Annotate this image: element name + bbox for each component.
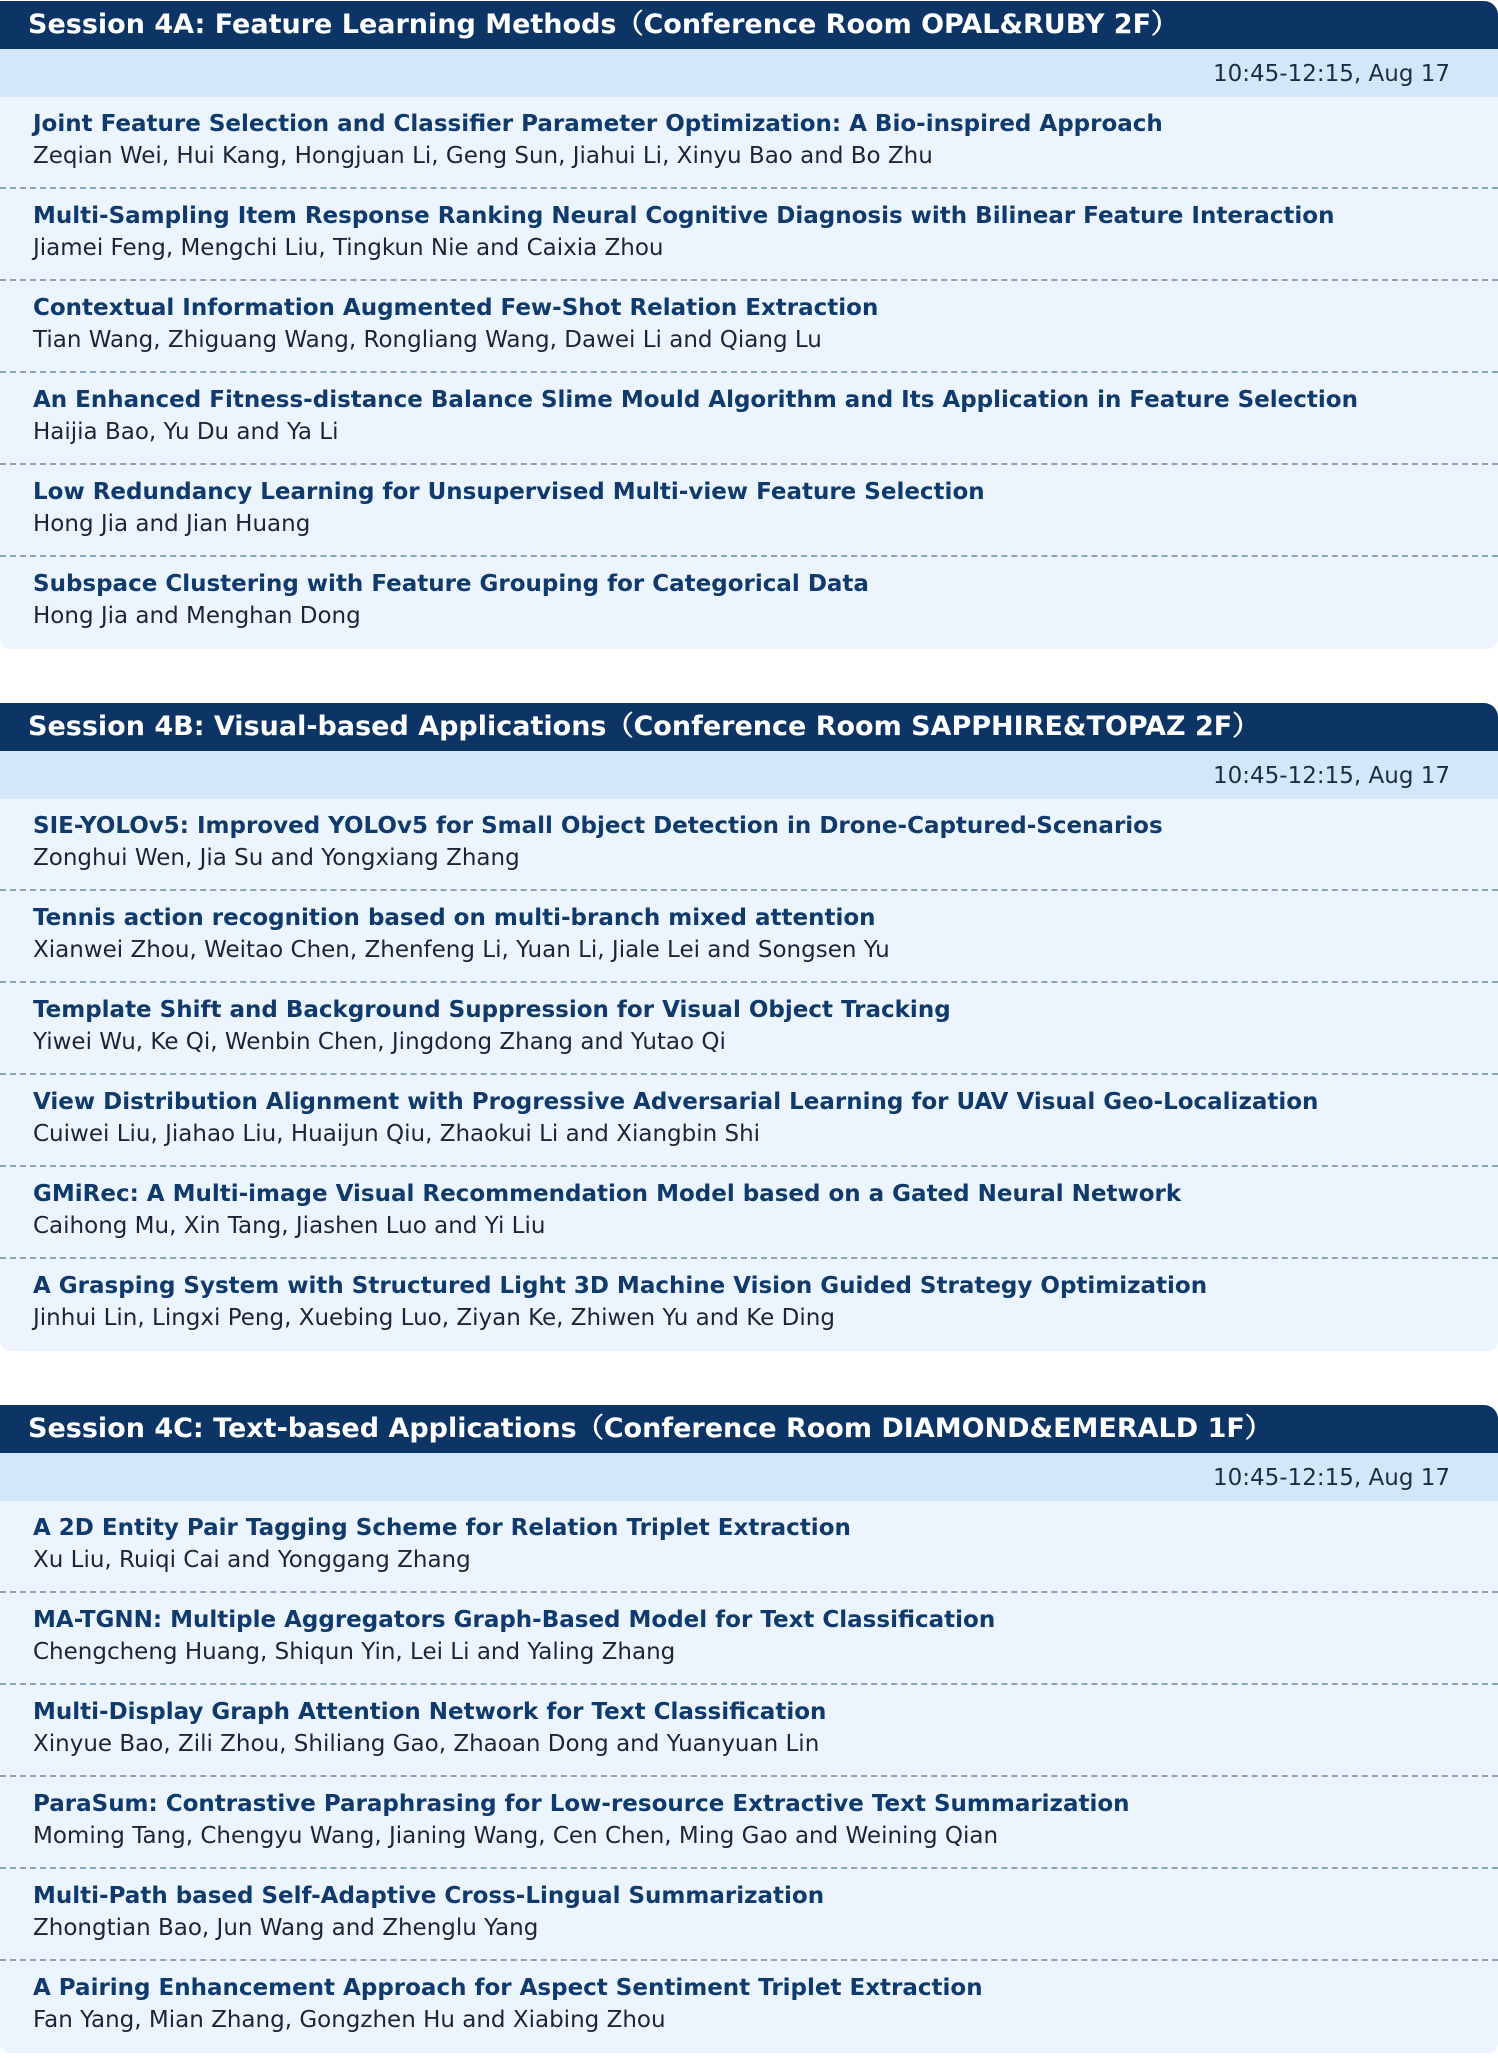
paper-authors: Zonghui Wen, Jia Su and Yongxiang Zhang — [33, 845, 520, 871]
paper-authors: Moming Tang, Chengyu Wang, Jianing Wang, Cen Chen, Ming Gao and Weining Qian — [33, 1823, 999, 1849]
paper-item — [0, 1777, 1498, 1869]
paper-authors: Cuiwei Liu, Jiahao Liu, Huaijun Qiu, Zhaokui Li and Xiangbin Shi — [33, 1121, 761, 1147]
paper-authors: Chengcheng Huang, Shiqun Yin, Lei Li and Yaling Zhang — [33, 1639, 676, 1665]
paper-title: GMiRec: A Multi-image Visual Recommendation Model based on a Gated Neural Network — [33, 1181, 1182, 1207]
paper-authors: Caihong Mu, Xin Tang, Jiashen Luo and Yi Liu — [33, 1213, 546, 1239]
paper-item — [0, 373, 1498, 465]
paper-title: A Pairing Enhancement Approach for Aspect Sentiment Triplet Extraction — [33, 1975, 983, 2001]
paper-title: Low Redundancy Learning for Unsupervised Multi-view Feature Selection — [33, 479, 985, 505]
paper-item — [0, 1869, 1498, 1961]
session-title: Session 4C: Text-based Applications（Conference Room DIAMOND&EMERALD 1F） — [0, 1405, 1498, 1453]
paper-title: Multi-Sampling Item Response Ranking Neural Cognitive Diagnosis with Bilinear Feature Interaction — [33, 203, 1335, 229]
paper-item — [0, 891, 1498, 983]
paper-authors: Yiwei Wu, Ke Qi, Wenbin Chen, Jingdong Zhang and Yutao Qi — [33, 1029, 726, 1055]
paper-title: Subspace Clustering with Feature Grouping for Categorical Data — [33, 571, 869, 597]
paper-authors: Tian Wang, Zhiguang Wang, Rongliang Wang, Dawei Li and Qiang Lu — [33, 327, 822, 353]
paper-title: A 2D Entity Pair Tagging Scheme for Relation Triplet Extraction — [33, 1515, 851, 1541]
paper-item — [0, 1259, 1498, 1351]
paper-title: Tennis action recognition based on multi-branch mixed attention — [33, 905, 876, 931]
session-title: Session 4B: Visual-based Applications（Conference Room SAPPHIRE&TOPAZ 2F） — [0, 703, 1498, 751]
paper-item — [0, 1075, 1498, 1167]
session-time: 10:45-12:15, Aug 17 — [0, 751, 1498, 799]
paper-item — [0, 465, 1498, 557]
paper-authors: Hong Jia and Menghan Dong — [33, 603, 361, 629]
paper-authors: Haijia Bao, Yu Du and Ya Li — [33, 419, 339, 445]
paper-item — [0, 189, 1498, 281]
paper-title: View Distribution Alignment with Progressive Adversarial Learning for UAV Visual Geo-Localization — [33, 1089, 1319, 1115]
session-4c — [0, 1405, 1498, 2053]
session-4a — [0, 1, 1498, 649]
paper-item — [0, 1167, 1498, 1259]
paper-title: MA-TGNN: Multiple Aggregators Graph-Based Model for Text Classification — [33, 1607, 996, 1633]
paper-item — [0, 1685, 1498, 1777]
paper-item — [0, 1593, 1498, 1685]
session-time: 10:45-12:15, Aug 17 — [0, 49, 1498, 97]
paper-item — [0, 97, 1498, 189]
paper-title: A Grasping System with Structured Light 3D Machine Vision Guided Strategy Optimization — [33, 1273, 1208, 1299]
paper-title: Joint Feature Selection and Classifier Parameter Optimization: A Bio-inspired Approach — [33, 111, 1163, 137]
paper-title: Contextual Information Augmented Few-Shot Relation Extraction — [33, 295, 879, 321]
paper-authors: Jinhui Lin, Lingxi Peng, Xuebing Luo, Ziyan Ke, Zhiwen Yu and Ke Ding — [33, 1305, 835, 1331]
paper-authors: Zhongtian Bao, Jun Wang and Zhenglu Yang — [33, 1915, 539, 1941]
paper-authors: Xianwei Zhou, Weitao Chen, Zhenfeng Li, Yuan Li, Jiale Lei and Songsen Yu — [33, 937, 890, 963]
paper-authors: Jiamei Feng, Mengchi Liu, Tingkun Nie and Caixia Zhou — [33, 235, 664, 261]
paper-authors: Fan Yang, Mian Zhang, Gongzhen Hu and Xiabing Zhou — [33, 2007, 666, 2033]
paper-authors: Hong Jia and Jian Huang — [33, 511, 311, 537]
paper-title: An Enhanced Fitness-distance Balance Slime Mould Algorithm and Its Application in Feature Selection — [33, 387, 1358, 413]
paper-item — [0, 1961, 1498, 2053]
paper-list — [0, 97, 1498, 649]
paper-authors: Zeqian Wei, Hui Kang, Hongjuan Li, Geng Sun, Jiahui Li, Xinyu Bao and Bo Zhu — [33, 143, 933, 169]
paper-item — [0, 557, 1498, 649]
paper-item — [0, 281, 1498, 373]
paper-item — [0, 983, 1498, 1075]
paper-title: ParaSum: Contrastive Paraphrasing for Low-resource Extractive Text Summarization — [33, 1791, 1130, 1817]
session-4b — [0, 703, 1498, 1351]
paper-title: SIE-YOLOv5: Improved YOLOv5 for Small Object Detection in Drone-Captured-Scenarios — [33, 813, 1163, 839]
session-time: 10:45-12:15, Aug 17 — [0, 1453, 1498, 1501]
paper-authors: Xu Liu, Ruiqi Cai and Yonggang Zhang — [33, 1547, 471, 1573]
paper-title: Template Shift and Background Suppression for Visual Object Tracking — [33, 997, 951, 1023]
paper-list — [0, 799, 1498, 1351]
paper-item — [0, 1501, 1498, 1593]
paper-authors: Xinyue Bao, Zili Zhou, Shiliang Gao, Zhaoan Dong and Yuanyuan Lin — [33, 1731, 820, 1757]
session-title: Session 4A: Feature Learning Methods（Conference Room OPAL&RUBY 2F） — [0, 1, 1498, 49]
paper-title: Multi-Display Graph Attention Network for Text Classification — [33, 1699, 827, 1725]
paper-title: Multi-Path based Self-Adaptive Cross-Lingual Summarization — [33, 1883, 825, 1909]
paper-item — [0, 799, 1498, 891]
paper-list — [0, 1501, 1498, 2053]
